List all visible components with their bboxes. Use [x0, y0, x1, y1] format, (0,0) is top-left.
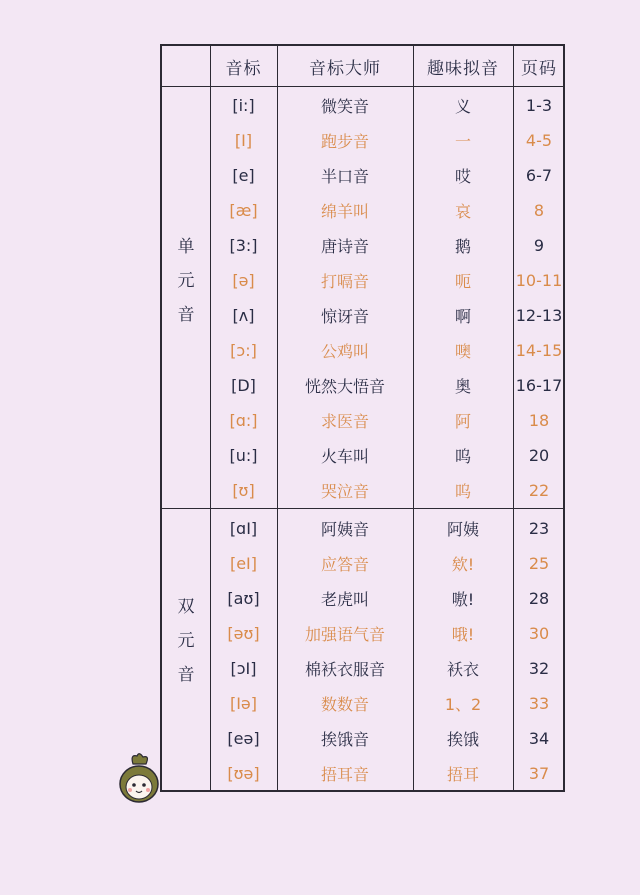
page-number: 16-17	[515, 375, 563, 395]
fun-sound: 一	[454, 131, 471, 151]
group-label-single-vowel	[162, 186, 210, 376]
table-row	[210, 651, 565, 685]
fun-sound: 哎	[454, 166, 471, 186]
phonetic-symbol: [ɑI]	[229, 518, 258, 538]
header-divider	[162, 86, 563, 87]
fun-sound: 鹅	[454, 236, 471, 256]
page-number: 33	[528, 693, 550, 713]
fun-sound: 捂耳	[446, 764, 479, 784]
page-number: 25	[528, 553, 550, 573]
group-char: 元	[177, 631, 195, 651]
table-row	[210, 88, 565, 122]
vowel-table	[160, 44, 565, 792]
table-row	[210, 193, 565, 227]
page-number: 9	[533, 235, 545, 255]
table-row	[210, 721, 565, 755]
group-char: 单	[177, 237, 195, 257]
table-row	[210, 438, 565, 472]
fun-sound: 义	[454, 96, 471, 116]
table-row	[210, 686, 565, 720]
page-number: 1-3	[525, 95, 553, 115]
page-number: 34	[528, 728, 550, 748]
fun-sound: 哦!	[451, 624, 475, 644]
header-page: 页码	[521, 58, 557, 79]
page-number: 28	[528, 588, 550, 608]
group-char: 元	[177, 271, 195, 291]
phonetic-symbol: [eə]	[227, 728, 260, 748]
header-symbol: 音标	[225, 58, 262, 79]
table-row	[210, 368, 565, 402]
header-master: 音标大师	[309, 58, 381, 79]
group-divider	[162, 508, 563, 509]
sound-name: 惊讶音	[320, 306, 369, 326]
phonetic-symbol: [aʊ]	[227, 588, 260, 608]
phonetic-symbol: [D]	[231, 375, 256, 395]
phonetic-symbol: [Iə]	[229, 693, 258, 713]
fun-sound: 奥	[454, 376, 471, 396]
table-row	[210, 546, 565, 580]
phonetic-symbol: [ʊə]	[227, 763, 260, 783]
phonetic-symbol: [ɔI]	[230, 658, 257, 678]
fun-sound: 哀	[454, 201, 471, 221]
phonetic-symbol: [i:]	[232, 95, 255, 115]
page-number: 8	[533, 200, 545, 220]
group-char: 音	[177, 665, 195, 685]
phonetic-symbol: [u:]	[229, 445, 258, 465]
phonetic-symbol: [ɑ:]	[229, 410, 258, 430]
phonetic-symbol: [3:]	[229, 235, 258, 255]
fun-sound: 呜	[454, 481, 471, 501]
sound-name: 唐诗音	[320, 236, 369, 256]
phonetic-symbol: [ə]	[232, 270, 255, 290]
fun-sound: 阿姨	[446, 519, 479, 539]
group-char: 双	[177, 597, 195, 617]
fun-sound: 呃	[454, 271, 471, 291]
page-number: 20	[528, 445, 550, 465]
sound-name: 绵羊叫	[320, 201, 369, 221]
sound-name: 求医音	[320, 411, 369, 431]
phonetic-symbol: [ʌ]	[232, 305, 255, 325]
sound-name: 数数音	[320, 694, 369, 714]
phonetic-symbol: [e]	[232, 165, 255, 185]
page-number: 14-15	[515, 340, 563, 360]
fun-sound: 欸!	[451, 554, 475, 574]
sound-name: 棉袄衣服音	[304, 659, 385, 679]
phonetic-symbol: [ɔ:]	[230, 340, 257, 360]
table-row	[210, 333, 565, 367]
sound-name: 恍然大悟音	[304, 376, 385, 396]
phonetic-symbol: [eI]	[229, 553, 258, 573]
table-row	[210, 616, 565, 650]
table-row	[210, 511, 565, 545]
page-number: 23	[528, 518, 550, 538]
group-label-double-vowel	[162, 566, 210, 716]
header-fun-sound: 趣味拟音	[427, 58, 499, 79]
sound-name: 公鸡叫	[320, 341, 369, 361]
table-row	[210, 473, 565, 507]
page-number: 32	[528, 658, 550, 678]
page-number: 6-7	[525, 165, 553, 185]
group-char: 音	[177, 305, 195, 325]
sound-name: 阿姨音	[320, 519, 369, 539]
table-row	[210, 581, 565, 615]
sound-name: 哭泣音	[320, 481, 369, 501]
page-number: 12-13	[515, 305, 563, 325]
fun-sound: 呜	[454, 446, 471, 466]
sound-name: 跑步音	[320, 131, 369, 151]
page-number: 37	[528, 763, 550, 783]
sound-name: 打嗝音	[320, 271, 369, 291]
sound-name: 加强语气音	[304, 624, 385, 644]
sound-name: 微笑音	[320, 96, 369, 116]
page-number: 22	[528, 480, 550, 500]
phonetic-symbol: [əʊ]	[227, 623, 260, 643]
fun-sound: 啊	[454, 306, 471, 326]
table-row	[210, 228, 565, 262]
fun-sound: 阿	[454, 411, 471, 431]
phonetic-symbol: [I]	[234, 130, 253, 150]
table-row	[210, 756, 565, 790]
fun-sound: 袄衣	[446, 659, 479, 679]
phonetic-symbol: [ʊ]	[232, 480, 255, 500]
fun-sound: 噢	[454, 341, 471, 361]
page-number: 30	[528, 623, 550, 643]
table-row	[210, 158, 565, 192]
sound-name: 捂耳音	[320, 764, 369, 784]
sound-name: 火车叫	[320, 446, 369, 466]
sound-name: 应答音	[320, 554, 369, 574]
sound-name: 老虎叫	[320, 589, 369, 609]
table-row	[210, 298, 565, 332]
sound-name: 挨饿音	[320, 729, 369, 749]
table-row	[210, 403, 565, 437]
page-number: 4-5	[525, 130, 553, 150]
fun-sound: 嗷!	[451, 589, 475, 609]
page-number: 10-11	[515, 270, 563, 290]
phonetic-symbol: [æ]	[229, 200, 258, 220]
fun-sound: 1、2	[444, 694, 482, 714]
table-row	[210, 263, 565, 297]
mascot-doodle	[110, 750, 168, 808]
sound-name: 半口音	[320, 166, 369, 186]
page-number: 18	[528, 410, 550, 430]
table-row	[210, 123, 565, 157]
fun-sound: 挨饿	[446, 729, 479, 749]
